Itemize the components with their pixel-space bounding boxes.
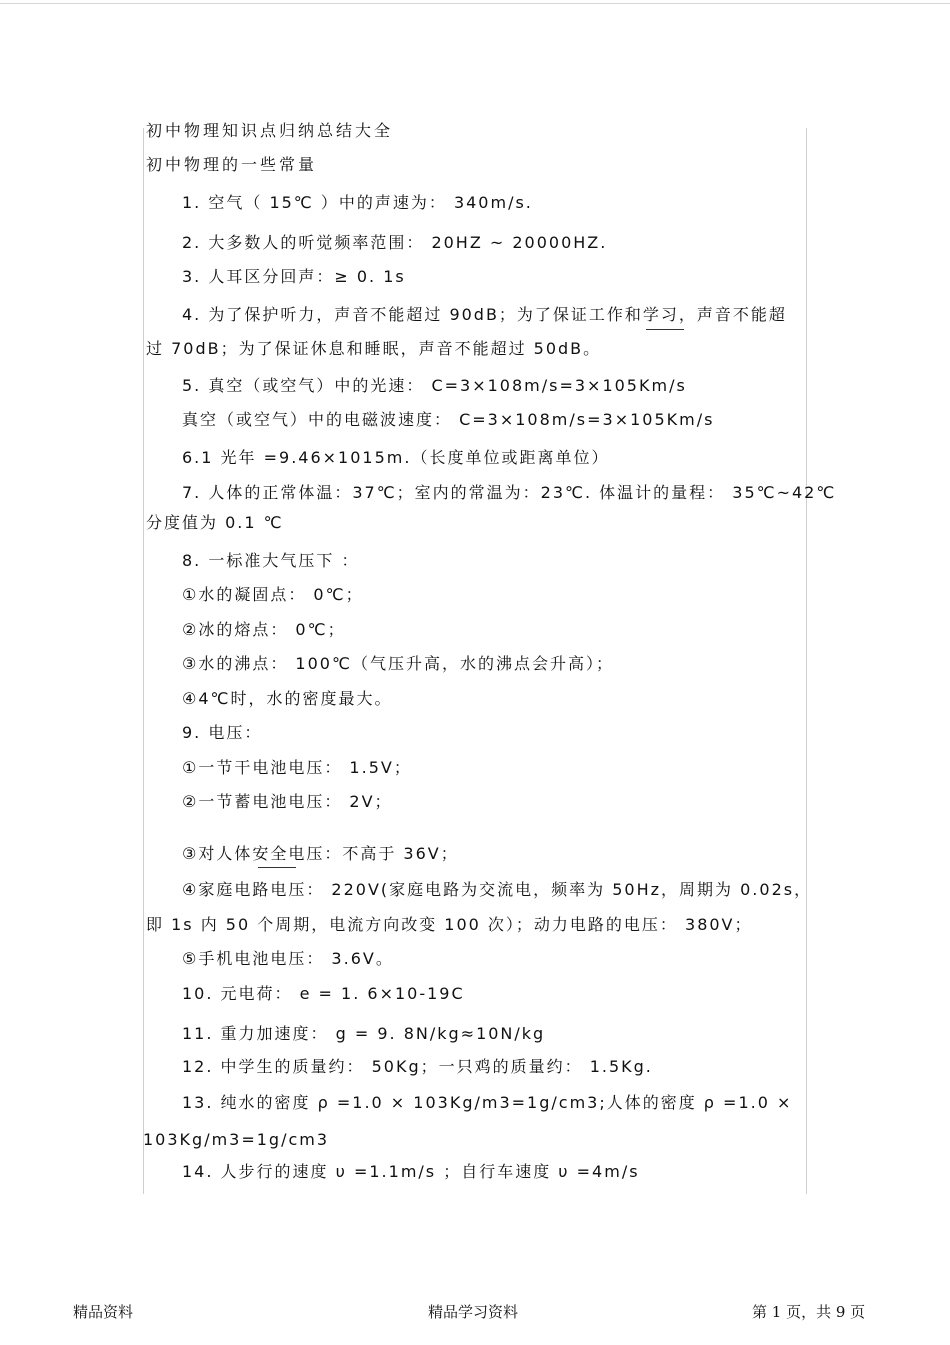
constant-line-5: 5. 真空（或空气）中的光速： C=3×108m/s=3×105Km/s [182, 376, 687, 395]
constant-line-14: 14. 人步行的速度 υ =1.1m/s ；自行车速度 υ =4m/s [182, 1162, 640, 1181]
content-right-border [806, 128, 807, 1194]
footer-center: 精品学习资料 [428, 1303, 519, 1321]
constant-line-8-b: ②冰的熔点： 0℃； [182, 620, 346, 639]
constant-line-9-a: ①一节干电池电压： 1.5V； [182, 758, 412, 777]
page-number: 第 1 页，共 9 页 [752, 1303, 866, 1321]
section-heading: 初中物理的一些常量 [146, 155, 318, 174]
constant-line-9-d: ④家庭电路电压： 220V(家庭电路为交流电，频率为 50Hz，周期为 0.02s， [182, 880, 813, 899]
constant-line-9-c: ③对人体安全电压：不高于 36V； [182, 844, 459, 863]
constant-line-4-cont: 过 70dB；为了保证休息和睡眠，声音不能超过 50dB。 [146, 339, 602, 358]
constant-line-8: 8. 一标准大气压下 ： [182, 551, 360, 570]
constant-line-9-e: ⑤手机电池电压： 3.6V。 [182, 949, 394, 968]
page-top-border [0, 3, 950, 4]
constant-line-6: 6.1 光年 =9.46×1015m.（长度单位或距离单位） [182, 448, 610, 467]
underline-mark [258, 867, 296, 868]
constant-line-7-cont: 分度值为 0.1 ℃ [146, 513, 284, 532]
constant-line-7: 7. 人体的正常体温：37℃；室内的常温为：23℃. 体温计的量程： 35℃~42℃ [182, 483, 837, 502]
constant-line-10: 10. 元电荷： e = 1. 6×10-19C [182, 984, 465, 1003]
constant-line-4: 4. 为了保护听力，声音不能超过 90dB；为了保证工作和学习，声音不能超 [182, 305, 787, 324]
underline-mark [646, 329, 684, 330]
constant-line-9: 9. 电压： [182, 723, 263, 742]
constant-line-9-d-cont: 即 1s 内 50 个周期，电流方向改变 100 次）；动力电路的电压： 380V； [146, 915, 753, 934]
constant-line-8-c: ③水的沸点： 100℃（气压升高，水的沸点会升高）； [182, 654, 614, 673]
constant-line-13: 13. 纯水的密度 ρ =1.0 × 103Kg/m3=1g/cm3;人体的密度 ρ =1.0 × [182, 1093, 793, 1112]
footer-left: 精品资料 [73, 1303, 134, 1321]
constant-line-11: 11. 重力加速度： g = 9. 8N/kg≈10N/kg [182, 1024, 546, 1043]
constant-line-2: 2. 大多数人的听觉频率范围： 20HZ ~ 20000HZ. [182, 233, 608, 252]
constant-line-5-b: 真空（或空气）中的电磁波速度： C=3×108m/s=3×105Km/s [182, 410, 715, 429]
document-title: 初中物理知识点归纳总结大全 [146, 121, 394, 140]
constant-line-8-a: ①水的凝固点： 0℃； [182, 585, 364, 604]
constant-line-13-cont: 103Kg/m3=1g/cm3 [143, 1130, 330, 1149]
constant-line-3: 3. 人耳区分回声：≥ 0. 1s [182, 267, 406, 286]
constant-line-8-d: ④4℃时，水的密度最大。 [182, 689, 393, 708]
constant-line-9-b: ②一节蓄电池电压： 2V； [182, 792, 393, 811]
content-left-border [143, 128, 144, 1194]
constant-line-1: 1. 空气（ 15℃ ）中的声速为： 340m/s. [182, 193, 533, 212]
constant-line-12: 12. 中学生的质量约： 50Kg；一只鸡的质量约： 1.5Kg. [182, 1057, 653, 1076]
